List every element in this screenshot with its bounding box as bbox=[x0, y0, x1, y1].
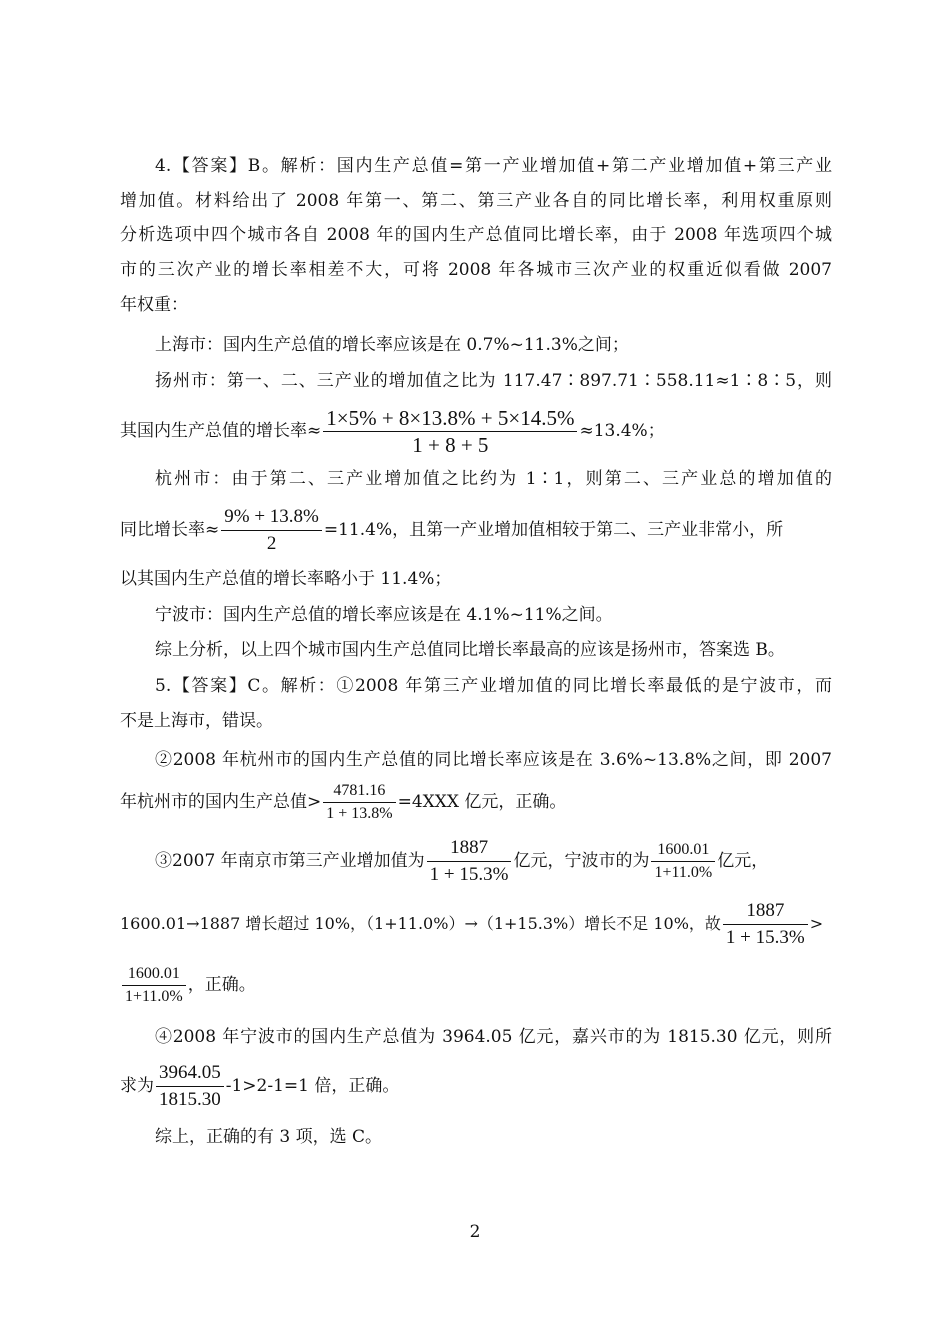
point-4-result: -1>2-1=1 倍，正确。 bbox=[225, 1076, 400, 1096]
yangzhou-formula-result: ≈13.4%； bbox=[579, 421, 665, 441]
q5-point-3-line-2 bbox=[120, 898, 823, 951]
q5-point-2-line-1: ②2008 年杭州市的国内生产总值的同比增长率应该是在 3.6%~13.8%之间，即 2007 bbox=[155, 750, 832, 770]
hangzhou-formula-line bbox=[120, 504, 783, 557]
point-3-fraction-ningbo bbox=[651, 839, 715, 884]
fraction-denominator: 1+11.0% bbox=[654, 864, 713, 881]
point-3-prefix: ③2007 年南京市第三产业增加值为 bbox=[155, 851, 425, 871]
q4-line-2: 增加值。材料给出了 2008 年第一、第二、第三产业各自的同比增长率，利用权重原则 bbox=[120, 191, 832, 211]
fraction-denominator: 1 + 15.3% bbox=[429, 864, 509, 885]
q5-conclusion: 综上，正确的有 3 项，选 C。 bbox=[155, 1127, 383, 1147]
fraction-numerator: 1887 bbox=[427, 835, 512, 862]
ningbo-paragraph: 宁波市：国内生产总值的增长率应该是在 4.1%~11%之间。 bbox=[155, 605, 613, 625]
fraction-denominator: 1 + 8 + 5 bbox=[412, 433, 489, 457]
hangzhou-line-1: 杭州市：由于第二、三产业增加值之比约为 1∶1，则第二、三产业总的增加值的 bbox=[155, 469, 832, 489]
q5-point-2-formula-line bbox=[120, 780, 566, 825]
fraction-numerator: 1600.01 bbox=[122, 963, 186, 986]
point-3-middle-text: 亿元，宁波市的为 bbox=[513, 851, 650, 871]
q4-line-5: 年权重： bbox=[120, 295, 188, 315]
point-2-fraction bbox=[323, 780, 395, 825]
point-3-greater-sign: > bbox=[809, 914, 824, 933]
point-3-comparison-fraction bbox=[723, 898, 808, 951]
fraction-denominator: 2 bbox=[266, 533, 277, 554]
fraction-numerator: 1600.01 bbox=[651, 839, 715, 862]
q5-point-3-line-1 bbox=[155, 835, 768, 888]
q4-line-1: 4.【答案】B。解析：国内生产总值=第一产业增加值+第二产业增加值+第三产业 bbox=[155, 156, 832, 176]
q5-line-2: 不是上海市，错误。 bbox=[120, 711, 273, 731]
hangzhou-formula-result: =11.4%，且第一产业增加值相较于第二、三产业非常小，所 bbox=[323, 520, 784, 540]
point-2-result: =4XXX 亿元，正确。 bbox=[397, 792, 567, 812]
shanghai-paragraph: 上海市：国内生产总值的增长率应该是在 0.7%~11.3%之间； bbox=[155, 335, 629, 355]
point-3-fraction-nanjing bbox=[427, 835, 512, 888]
fraction-numerator: 1×5% + 8×13.8% + 5×14.5% bbox=[323, 405, 577, 432]
hangzhou-line-3: 以其国内生产总值的增长率略小于 11.4%； bbox=[120, 569, 452, 589]
fraction-denominator: 1815.30 bbox=[159, 1089, 221, 1110]
q4-summary: 综上分析，以上四个城市国内生产总值同比增长率最高的应该是扬州市，答案选 B。 bbox=[155, 640, 785, 660]
yangzhou-line-1: 扬州市：第一、二、三产业的增加值之比为 117.47∶897.71∶558.11≈1∶8∶5，则 bbox=[155, 371, 832, 391]
yangzhou-formula-line bbox=[120, 405, 665, 458]
yangzhou-fraction bbox=[323, 405, 577, 458]
fraction-numerator: 9% + 13.8% bbox=[221, 504, 322, 531]
point-2-prefix: 年杭州市的国内生产总值> bbox=[120, 792, 322, 812]
fraction-numerator: 4781.16 bbox=[323, 780, 395, 803]
fraction-denominator: 1 + 13.8% bbox=[326, 805, 393, 822]
page-number: 2 bbox=[469, 1222, 481, 1242]
point-3-conclusion: ，正确。 bbox=[187, 975, 256, 995]
yangzhou-formula-prefix: 其国内生产总值的增长率≈ bbox=[120, 421, 322, 441]
fraction-denominator: 1 + 15.3% bbox=[725, 927, 805, 948]
fraction-numerator: 1887 bbox=[723, 898, 808, 925]
hangzhou-fraction bbox=[221, 504, 322, 557]
q5-point-3-line-3 bbox=[120, 963, 256, 1008]
q4-line-4: 市的三次产业的增长率相差不大，可将 2008 年各城市三次产业的权重近似看做 2007 bbox=[120, 260, 832, 280]
q5-line-1: 5.【答案】C。解析：①2008 年第三产业增加值的同比增长率最低的是宁波市，而 bbox=[155, 676, 832, 696]
point-3-right-fraction bbox=[122, 963, 186, 1008]
q4-line-3: 分析选项中四个城市各自 2008 年的国内生产总值同比增长率，由于 2008 年选项四个城 bbox=[120, 225, 832, 245]
point-4-prefix: 求为 bbox=[120, 1076, 154, 1096]
fraction-numerator: 3964.05 bbox=[156, 1060, 224, 1087]
q5-point-4-formula-line bbox=[120, 1060, 399, 1113]
point-3-suffix: 亿元， bbox=[717, 851, 769, 871]
fraction-denominator: 1+11.0% bbox=[125, 988, 183, 1005]
point-4-fraction bbox=[156, 1060, 224, 1113]
q5-point-4-line-1: ④2008 年宁波市的国内生产总值为 3964.05 亿元，嘉兴市的为 1815.30 亿元，则所 bbox=[155, 1027, 832, 1047]
hangzhou-formula-prefix: 同比增长率≈ bbox=[120, 520, 220, 540]
point-3-comparison-text: 1600.01→1887 增长超过 10%，（1+11.0%）→（1+15.3%）增长不足 10%，故 bbox=[120, 914, 721, 933]
